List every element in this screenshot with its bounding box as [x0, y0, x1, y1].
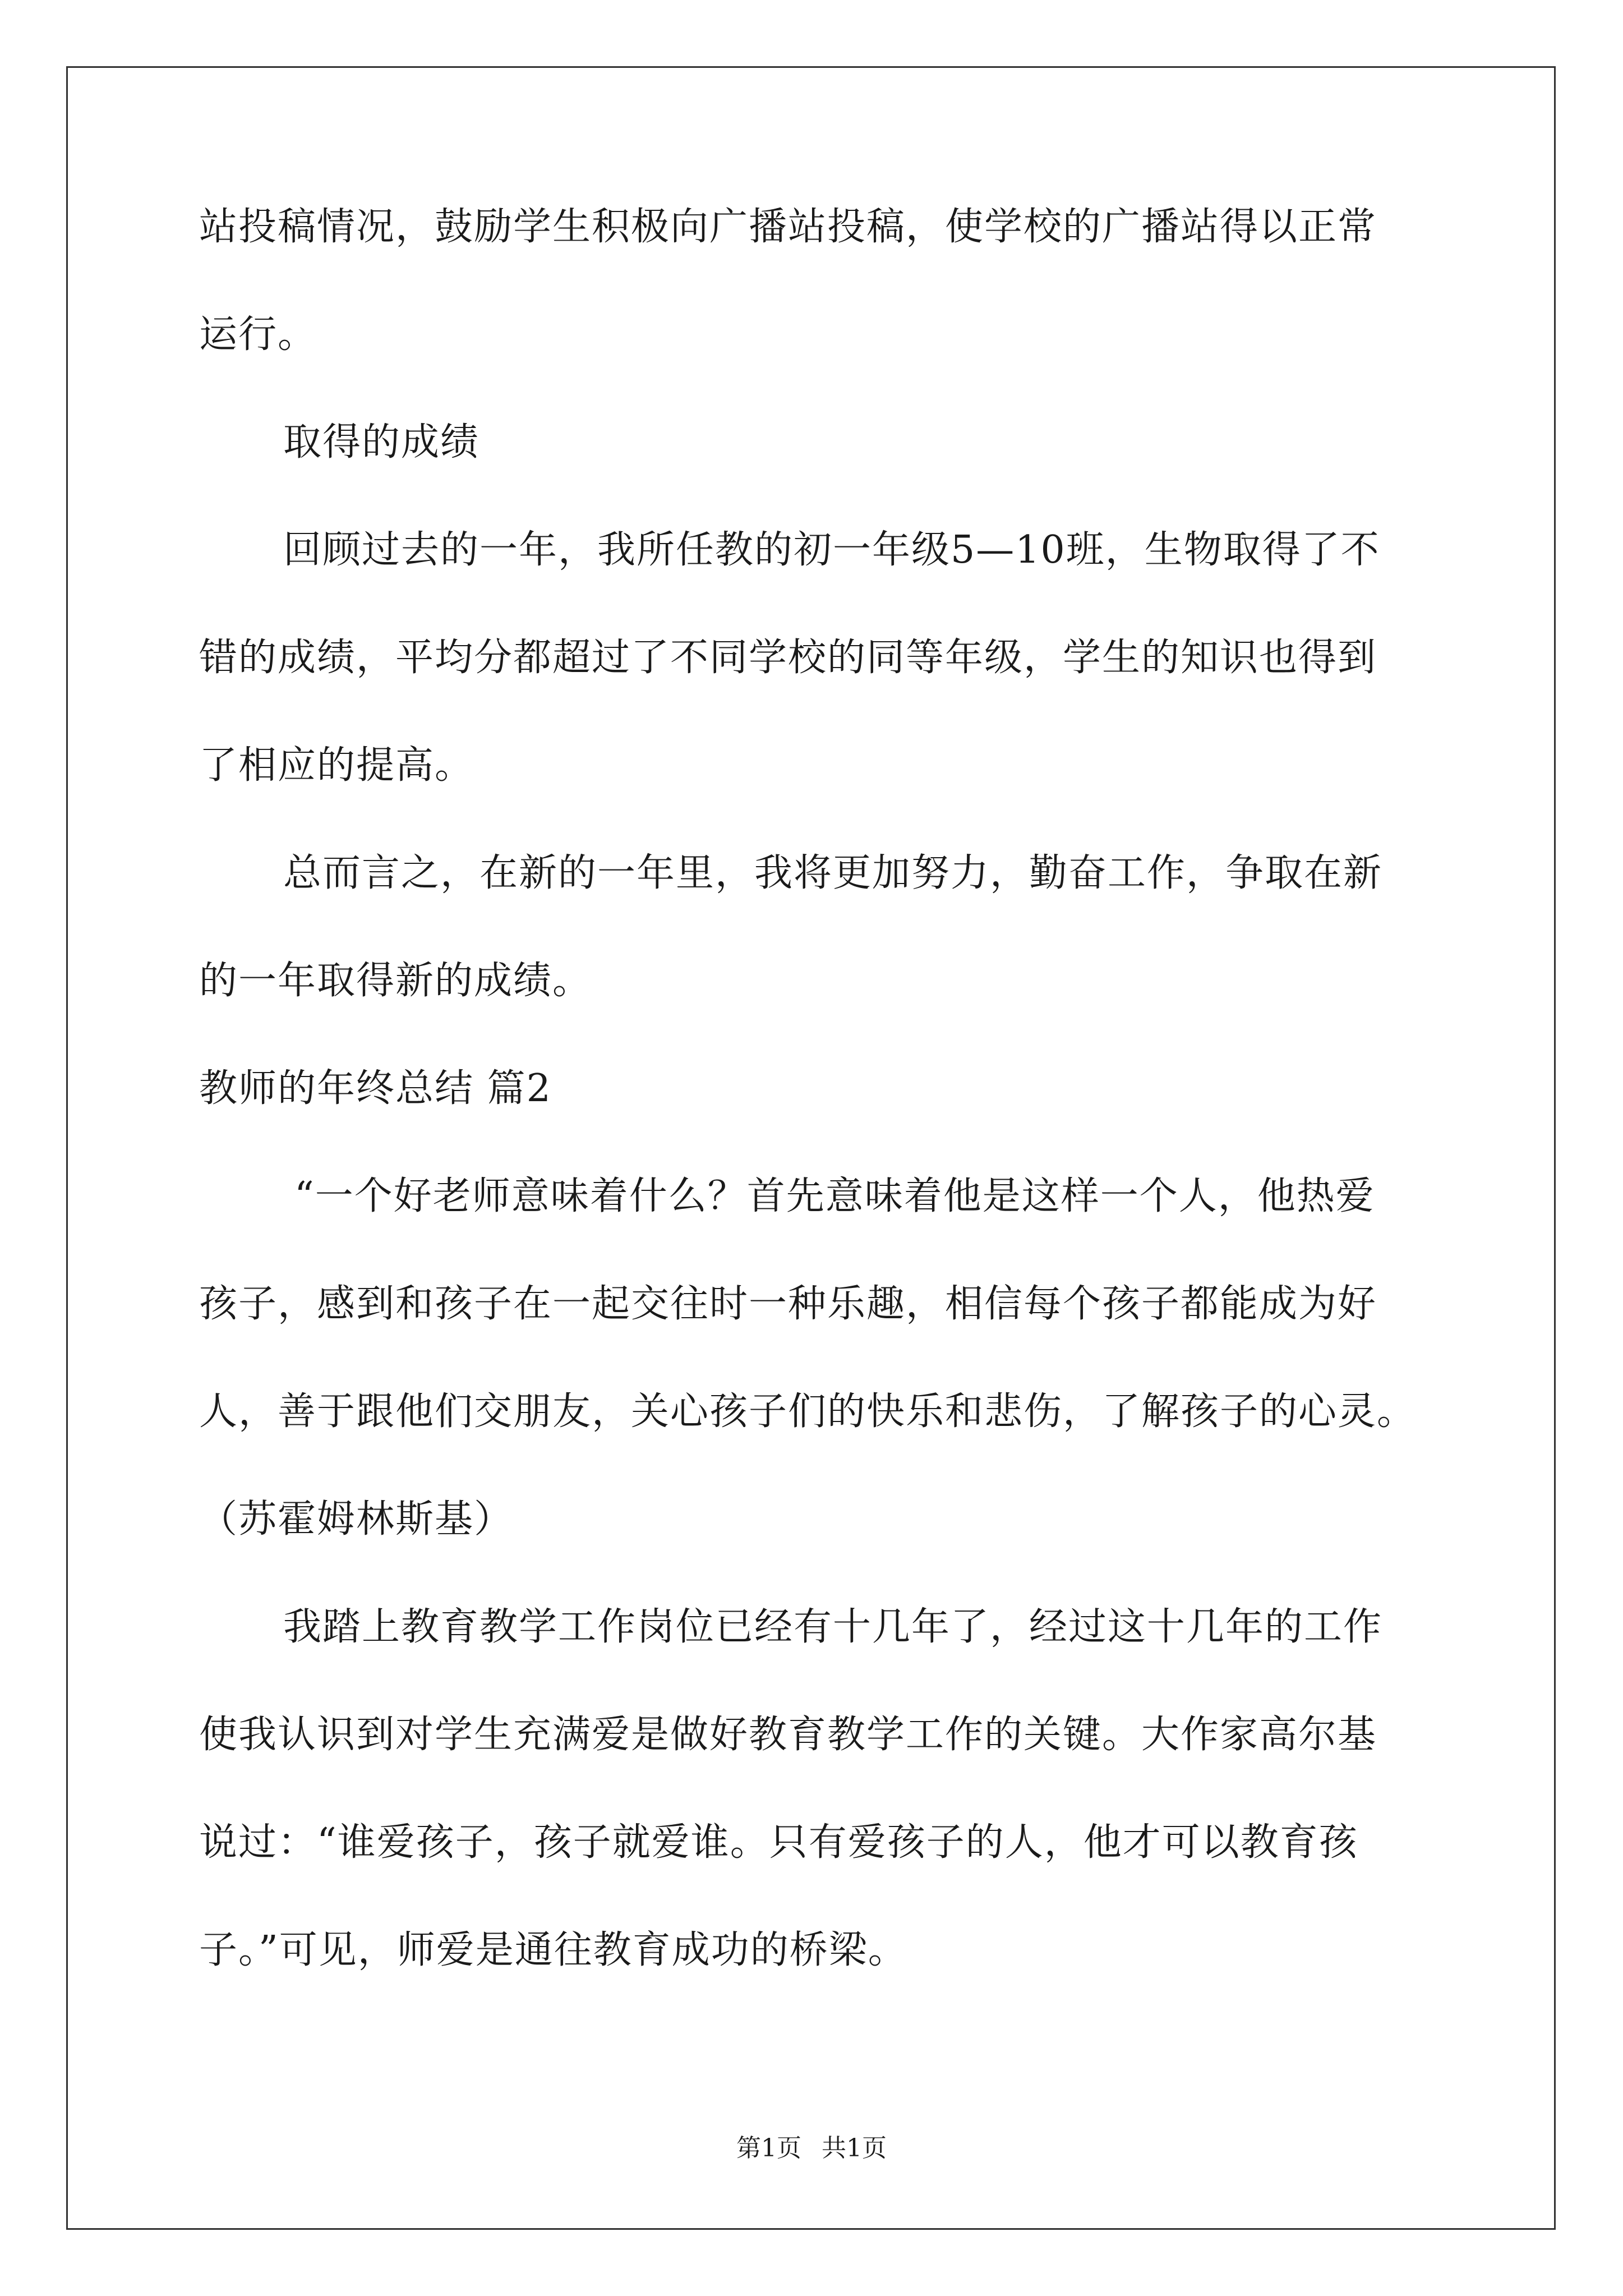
text-line: 子。”可见，师爱是通往教育成功的桥梁。 — [199, 1928, 907, 1972]
text-line: 了相应的提高。 — [199, 743, 474, 788]
section-heading: 取得的成绩 — [283, 420, 480, 464]
page-border — [66, 66, 1556, 2230]
page-footer — [0, 2132, 1623, 2165]
quote-attribution: （苏霍姆林斯基） — [199, 1497, 514, 1542]
text-line: 运行。 — [199, 312, 317, 357]
quote-line: “一个好老师意味着什么？首先意味着他是这样一个人，他热爱 — [294, 1174, 1375, 1218]
text-line: 我踏上教育教学工作岗位已经有十几年了，经过这十几年的工作 — [283, 1605, 1383, 1649]
page-total: 共1页 — [822, 2134, 887, 2162]
text-line: 错的成绩，平均分都超过了不同学校的同等年级，学生的知识也得到 — [199, 636, 1377, 680]
article-title: 教师的年终总结 篇2 — [199, 1066, 552, 1111]
text-line: 回顾过去的一年，我所任教的初一年级5—10班，生物取得了不 — [283, 528, 1380, 572]
text-line: 说过：“谁爱孩子，孩子就爱谁。只有爱孩子的人，他才可以教育孩 — [199, 1820, 1358, 1865]
text-line: 总而言之，在新的一年里，我将更加努力，勤奋工作，争取在新 — [283, 851, 1383, 895]
quote-line: 孩子，感到和孩子在一起交往时一种乐趣，相信每个孩子都能成为好 — [199, 1282, 1377, 1326]
page-number: 第1页 — [736, 2134, 801, 2162]
text-line: 使我认识到对学生充满爱是做好教育教学工作的关键。大作家高尔基 — [199, 1713, 1377, 1757]
text-line: 的一年取得新的成绩。 — [199, 959, 592, 1003]
text-line: 站投稿情况，鼓励学生积极向广播站投稿，使学校的广播站得以正常 — [199, 205, 1377, 249]
quote-line: 人，善于跟他们交朋友，关心孩子们的快乐和悲伤，了解孩子的心灵。 — [199, 1389, 1417, 1434]
